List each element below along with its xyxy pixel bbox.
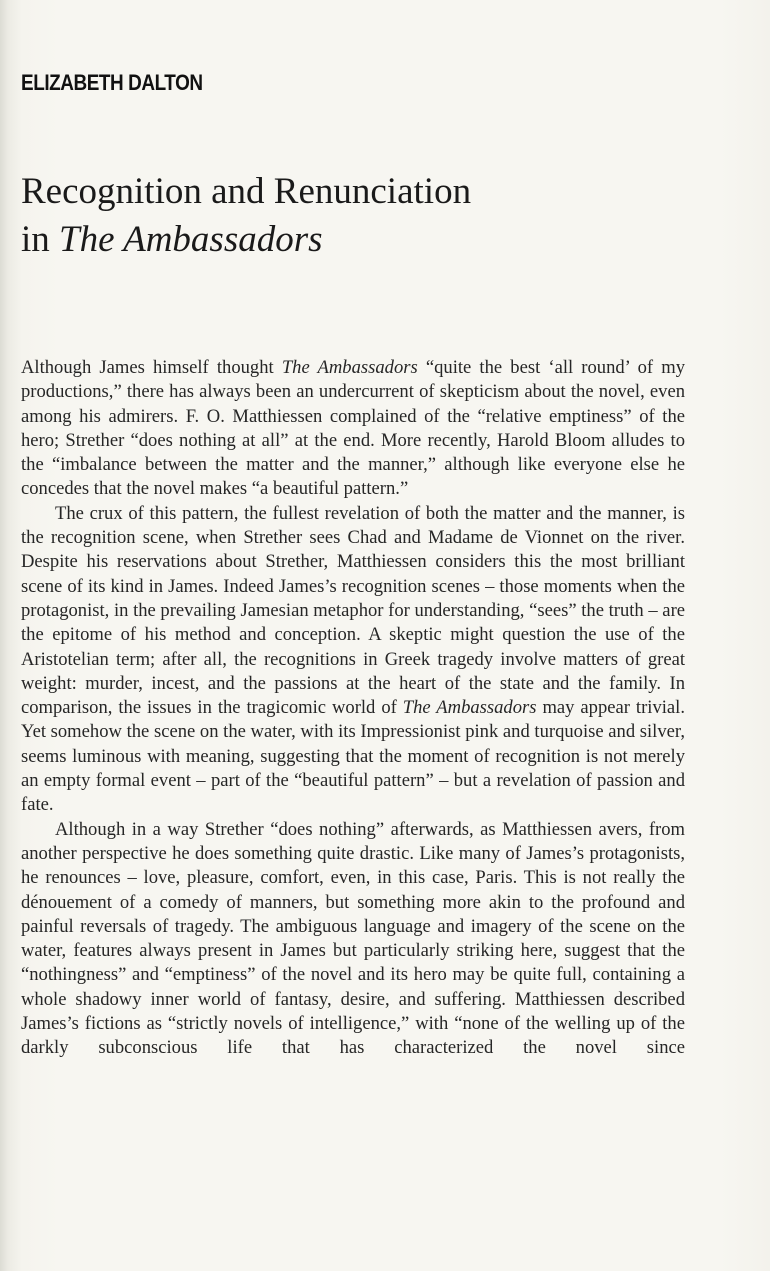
- title-book-name: The Ambassadors: [59, 219, 323, 260]
- paragraph-1: [21, 356, 685, 502]
- paragraph-1-segment-2: The Ambassadors: [281, 357, 418, 378]
- paragraph-1-segment-1: Although James himself thought: [21, 357, 282, 378]
- article-title: [21, 168, 741, 264]
- paragraph-2: [21, 502, 685, 818]
- paragraph-2-segment-1: The crux of this pattern, the fullest revelation of both the matter and the manner, is the recognition scene, when Strether sees Chad and Madame de Vionnet on the river. Despite his reservations about Strether, Matthiessen considers this the most brilliant scene of its kind in James. Indeed James’s recognition scenes – those moments when the protagonist, in the prevailing Jamesian metaphor for understanding, “sees” the truth – are the epitome of his method and conception. A skeptic might question the use of the Aristotelian term; after all, the recognitions in Greek tragedy involve matters of great weight: murder, incest, and the passions at the heart of the state and the family. In comparison, the issues in the tragicomic world of: [21, 502, 686, 719]
- title-line-2-prefix: in: [21, 219, 60, 260]
- author-name: ELIZABETH DALTON: [21, 70, 203, 95]
- paragraph-1-segment-3: “quite the best ‘all round’ of my productions,” there has always been an undercurrent of skepticism about the novel, even among his admirers. F. O. Matthiessen complained of the “relative emptiness” of the hero; Strether “does nothing at all” at the end. More recently, Harold Bloom alludes to the “imbalance between the matter and the manner,” although like everyone else he concedes that the novel makes “a beautiful pattern.”: [21, 357, 685, 500]
- paragraph-2-segment-2: The Ambassadors: [402, 697, 537, 719]
- title-line-1: Recognition and Renunciation: [21, 171, 472, 212]
- paragraph-2-segment-3: may appear trivial. Yet somehow the scene on the water, with its Impressionist pink and turquoise and silver, seems luminous with meaning, suggesting that the moment of recognition is not merely an empty formal event – part of the “beautiful pattern” – but a revelation of passion and fate.: [21, 697, 685, 816]
- article-body: [21, 356, 685, 1061]
- paragraph-3-segment-1: Although in a way Strether “does nothing” afterwards, as Matthiessen avers, from another perspective he does something quite drastic. Like many of James’s protagonists, he renounces – love, pleasure, comfort, even, in this case, Paris. This is not really the dénouement of a comedy of manners, but something more akin to the profound and painful reversals of tragedy. The ambiguous language and imagery of the scene on the water, features always present in James but particularly striking here, suggest that the “nothingness” and “emptiness” of the novel and its hero may be quite full, containing a whole shadowy inner world of fantasy, desire, and suffering. Matthiessen described James’s fictions as “strictly novels of intelligence,” with “none of the welling up of the darkly subconscious life that has characterized the novel since: [21, 818, 685, 1059]
- paragraph-3: [21, 818, 685, 1061]
